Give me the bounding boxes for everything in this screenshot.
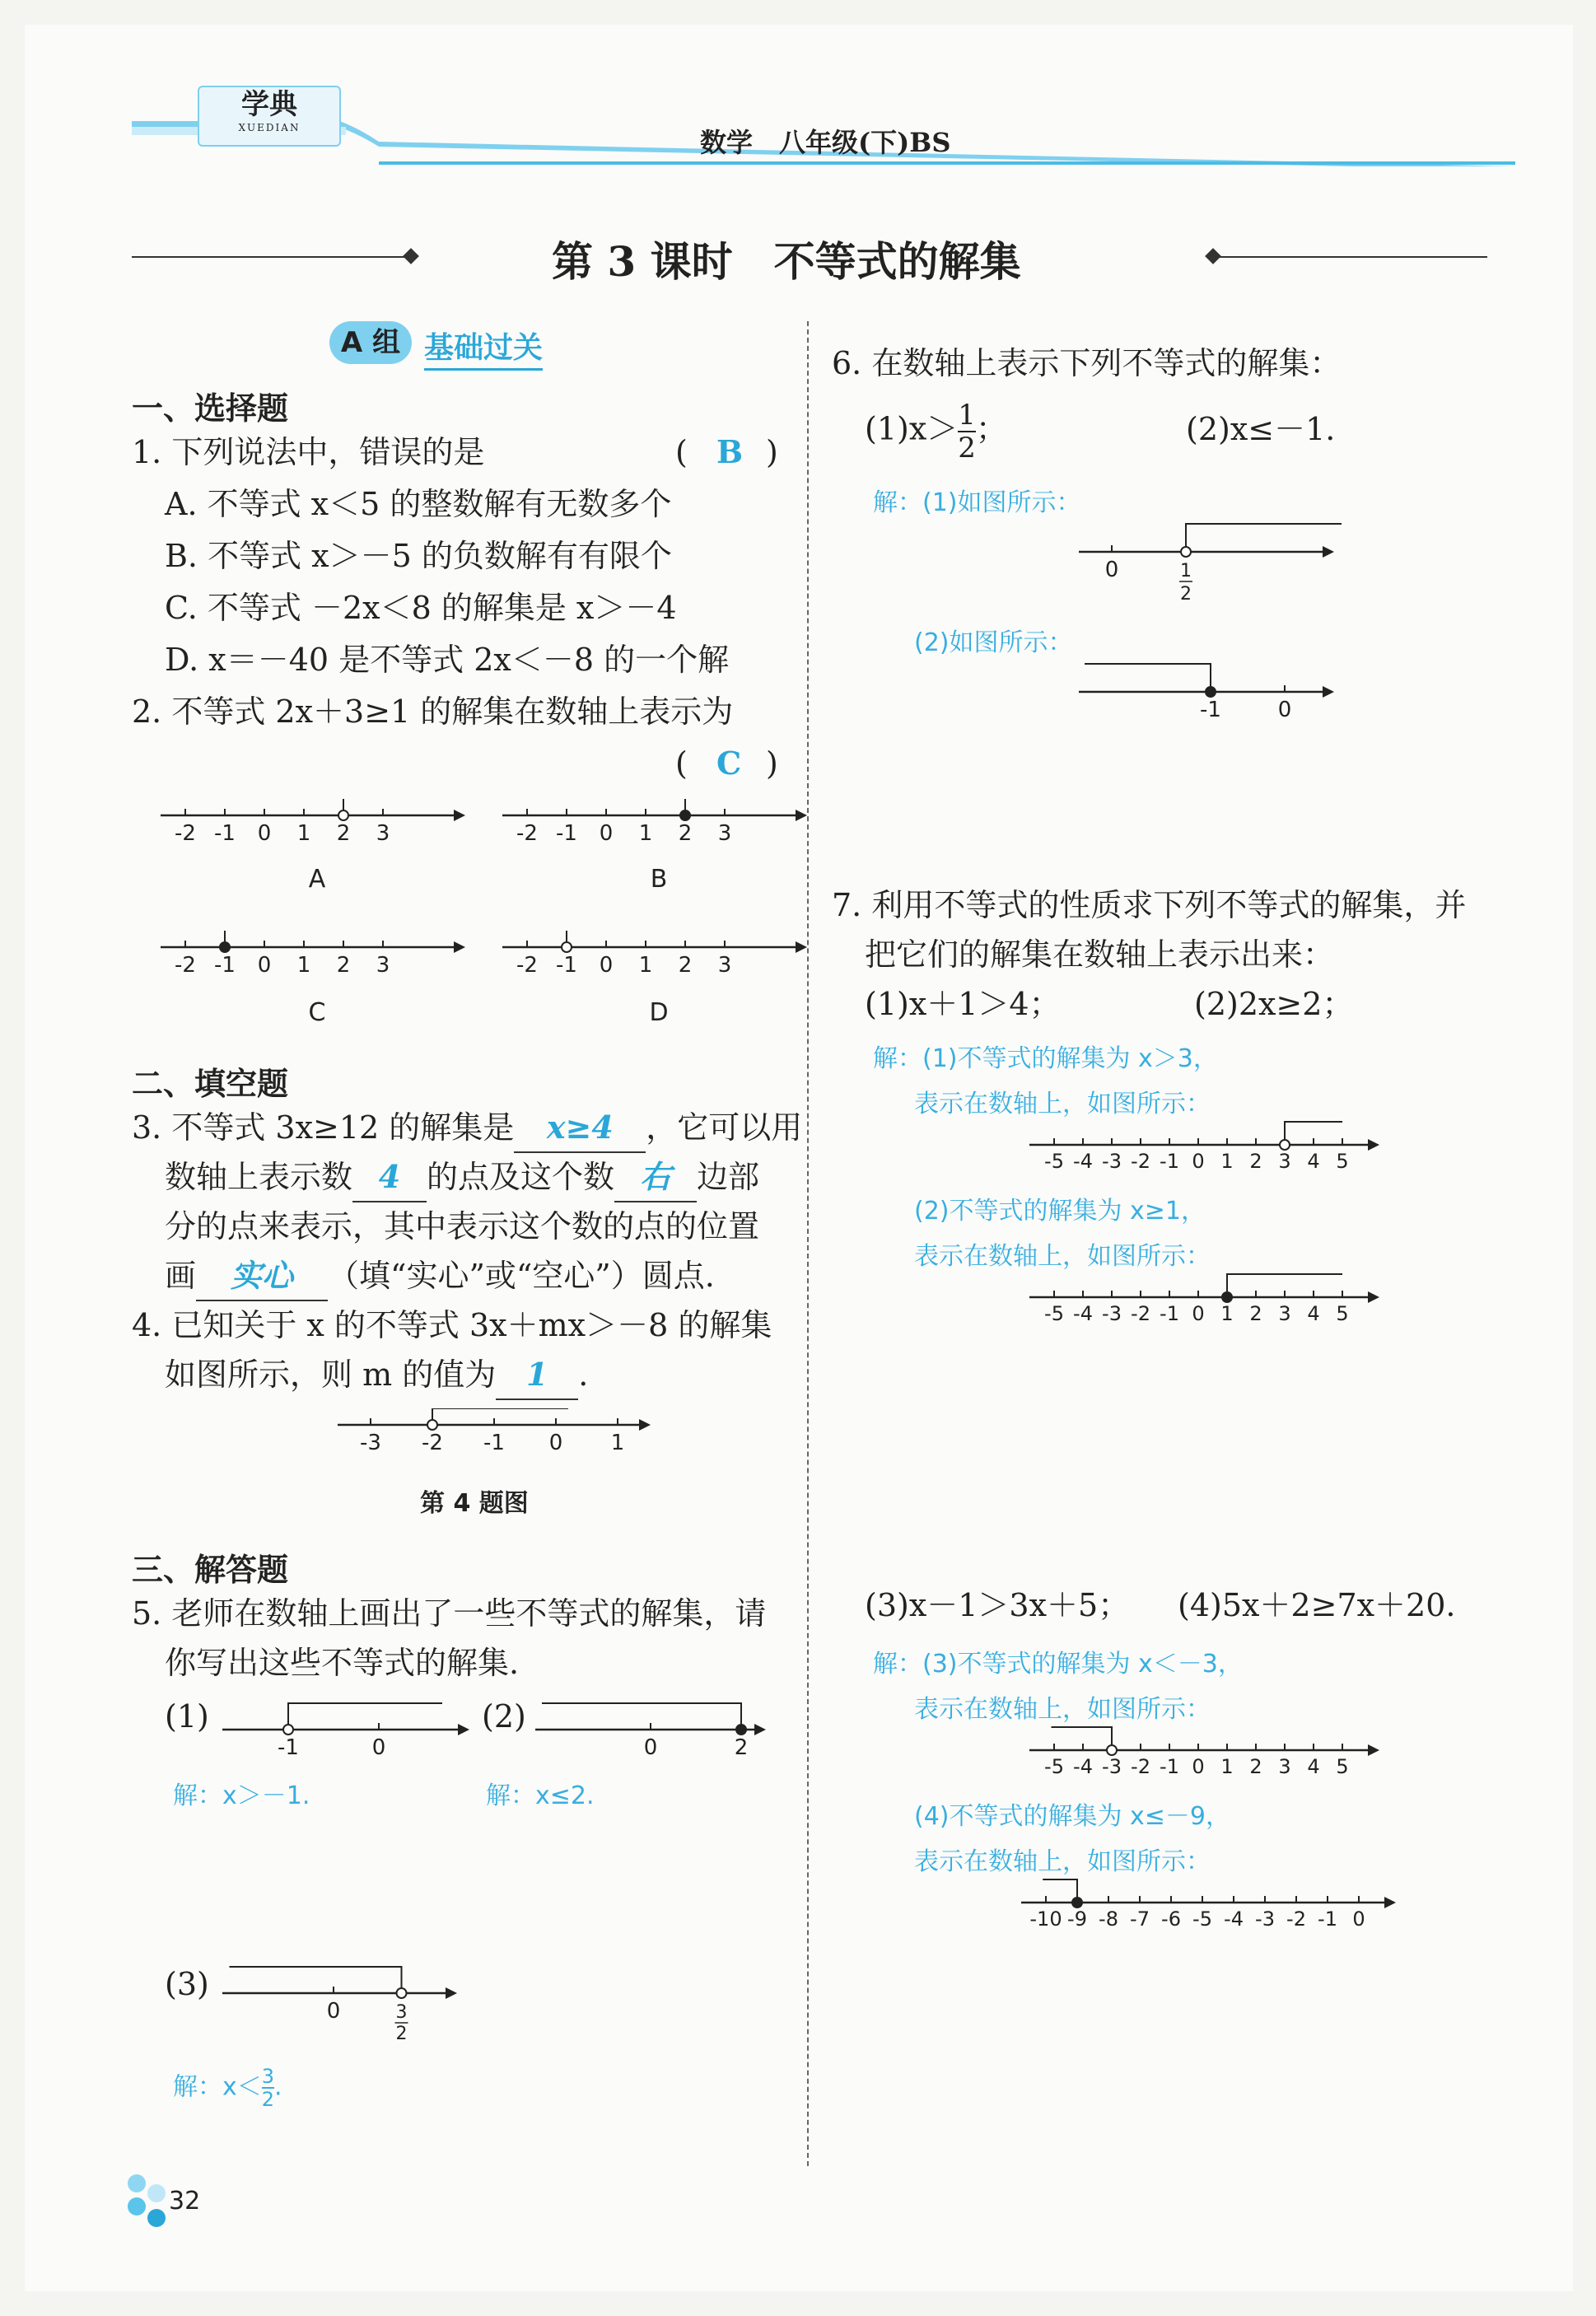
tick-label-num: 3	[395, 2002, 408, 2023]
tick-label: 3	[1278, 1302, 1291, 1325]
q6-a1-axis	[1079, 519, 1342, 609]
axis-arrow	[458, 1724, 469, 1735]
q5-p2-answer: 解：x≤2.	[486, 1781, 595, 1810]
q3-text-5: 边部	[697, 1159, 760, 1195]
tick-label: -4	[1224, 1907, 1244, 1931]
axis-arrow	[1323, 546, 1334, 558]
q5-p3-den: 2	[261, 2088, 275, 2111]
tick-label: 5	[1336, 1755, 1349, 1778]
q2-answer: C	[716, 745, 742, 782]
page-title: 第 3 课时 不等式的解集	[552, 237, 1021, 286]
tick-label: -9	[1067, 1907, 1087, 1931]
tick-label: -8	[1099, 1907, 1118, 1931]
section-choice: 一、选择题	[132, 390, 289, 427]
group-header	[329, 321, 609, 367]
q7-line1: 7. 利用不等式的性质求下列不等式的解集，并	[832, 887, 1467, 923]
q3-blank-3: 右	[614, 1153, 697, 1202]
solution-ray	[343, 799, 434, 815]
tick-label: -2	[175, 953, 196, 978]
tick-label: 0	[599, 953, 614, 978]
q7-a3a: 解：(3)不等式的解集为 x＜－3，	[873, 1650, 1243, 1679]
solution-ray	[1052, 1727, 1113, 1750]
q4-axis	[338, 1408, 667, 1466]
tick-label: 2	[1249, 1755, 1262, 1778]
tick-label: -4	[1073, 1150, 1093, 1173]
q7-a4a: (4)不等式的解集为 x≤－9，	[914, 1802, 1231, 1831]
q6-a1: 解：(1)如图所示：	[873, 488, 1081, 517]
tick-label: -1	[1160, 1150, 1179, 1173]
tick-label: -5	[1044, 1755, 1064, 1778]
tick-label: 3	[1278, 1150, 1291, 1173]
axis-arrow	[754, 1724, 766, 1735]
axis-arrow	[796, 810, 807, 821]
q5-p1-answer: 解：x＞－1.	[173, 1781, 310, 1810]
axis-arrow	[1368, 1744, 1379, 1756]
section-solve: 三、解答题	[132, 1552, 289, 1588]
tick-label: -1	[278, 1735, 299, 1758]
filled-dot	[220, 942, 230, 952]
q5-p2-axis	[535, 1693, 774, 1758]
tick-label: 0	[257, 953, 272, 978]
title-deco-right	[1216, 256, 1487, 258]
axis-arrow	[1384, 1897, 1396, 1908]
tick-label: -10	[1029, 1907, 1062, 1931]
tick-label: -4	[1073, 1302, 1093, 1325]
axis-arrow	[1368, 1291, 1379, 1303]
tick-label: -2	[1131, 1302, 1150, 1325]
page-number: 32	[169, 2187, 201, 2216]
solution-ray	[1085, 664, 1211, 692]
tick-label: -5	[1044, 1150, 1064, 1173]
tick-label: -6	[1161, 1907, 1181, 1931]
tick-label: -2	[1286, 1907, 1306, 1931]
axis-arrow	[446, 1987, 457, 1999]
tick-label: 0	[1192, 1302, 1205, 1325]
q7-line2: 把它们的解集在数轴上表示出来：	[865, 936, 1335, 973]
q6-p1-prefix: (1)x＞	[865, 410, 959, 447]
q2-axis-c	[161, 931, 474, 988]
tick-label: -1	[214, 821, 236, 846]
tick-label: 0	[548, 1431, 563, 1455]
q2-axis-b	[502, 799, 815, 857]
q1-paren-open: (	[675, 434, 688, 470]
axis-arrow	[796, 941, 807, 953]
q5-p3-axis	[222, 1952, 469, 2043]
tick-label: -1	[556, 821, 577, 846]
q5-p1-label: (1)	[165, 1698, 209, 1735]
tick-label: 3	[376, 821, 390, 846]
q5-p3-fraction	[262, 2066, 274, 2110]
open-dot	[1107, 1745, 1117, 1755]
q1-option-b: B. 不等式 x＞－5 的负数解有有限个	[165, 538, 672, 574]
q3-line4	[165, 1252, 715, 1301]
q7-p3: (3)x－1＞3x＋5；	[865, 1587, 1130, 1623]
axis-arrow	[639, 1419, 651, 1431]
q7-p1: (1)x＋1＞4；	[865, 986, 1061, 1022]
q5-line2: 你写出这些不等式的解集.	[165, 1645, 520, 1681]
tick-label: 0	[1104, 558, 1119, 582]
axis-arrow	[454, 810, 465, 821]
q6-p1-den: 2	[958, 432, 976, 465]
tick-label: -5	[1044, 1302, 1064, 1325]
title-deco-left	[132, 256, 412, 258]
tick-label: -2	[1131, 1755, 1150, 1778]
group-badge: A 组	[329, 321, 412, 364]
q5-p3-num: 3	[261, 2065, 275, 2088]
q7-a2b: 表示在数轴上，如图所示：	[914, 1242, 1211, 1271]
tick-label: 0	[643, 1735, 658, 1758]
tick-label: -1	[1200, 698, 1221, 722]
q6-p1-suffix: ；	[975, 410, 1007, 447]
q7-a3b: 表示在数轴上，如图所示：	[914, 1695, 1211, 1724]
filled-dot	[736, 1725, 746, 1735]
q5-line1: 5. 老师在数轴上画出了一些不等式的解集，请	[132, 1595, 767, 1632]
tick-label: 2	[678, 821, 693, 846]
solution-ray	[288, 1703, 442, 1730]
q5-p3-prefix: 解：x＜	[173, 2072, 262, 2102]
tick-label: 2	[734, 1735, 749, 1758]
q1-option-d: D. x＝－40 是不等式 2x＜－8 的一个解	[165, 642, 730, 678]
tick-label: -3	[360, 1431, 381, 1455]
q3-text-7: 画	[165, 1258, 197, 1294]
q7-a4b: 表示在数轴上，如图所示：	[914, 1847, 1211, 1876]
tick-label: -5	[1192, 1907, 1212, 1931]
q6-p2: (2)x≤－1.	[1186, 411, 1336, 447]
q3-blank-4: 实心	[196, 1252, 328, 1301]
tick-label: 1	[610, 1431, 625, 1455]
q6-p1-fraction	[958, 399, 976, 464]
q6-p1	[865, 399, 1007, 464]
section-fill: 二、填空题	[132, 1066, 289, 1102]
q2-label-c: C	[308, 998, 326, 1027]
q2-label-a: A	[308, 865, 326, 894]
tick-label: 1	[1220, 1150, 1234, 1173]
filled-dot	[680, 810, 690, 820]
tick-label: 3	[1278, 1755, 1291, 1778]
tick-label: -1	[556, 953, 577, 978]
open-dot	[283, 1725, 293, 1735]
q3-line1	[132, 1104, 802, 1153]
q2-label-d: D	[649, 998, 669, 1027]
axis-arrow	[1368, 1139, 1379, 1151]
q3-text-2: ，它可以用	[646, 1109, 803, 1146]
tick-label: 5	[1336, 1150, 1349, 1173]
tick-label-den: 2	[1180, 584, 1192, 605]
q3-text-4: 的点及这个数	[427, 1159, 615, 1195]
tick-label: 4	[1307, 1150, 1320, 1173]
open-dot	[427, 1420, 437, 1430]
group-name: 基础过关	[424, 325, 543, 371]
tick-label: 1	[638, 821, 653, 846]
tick-label: 0	[257, 821, 272, 846]
q6-stem: 6. 在数轴上表示下列不等式的解集：	[832, 345, 1342, 381]
tick-label: -1	[1160, 1755, 1179, 1778]
q4-blank: 1	[496, 1351, 578, 1400]
tick-label: 0	[1277, 698, 1292, 722]
diamond-left-icon	[403, 248, 419, 264]
open-dot	[338, 810, 348, 820]
solution-ray	[542, 1703, 741, 1730]
q7-a2-axis	[1029, 1264, 1384, 1330]
q3-line2	[165, 1153, 759, 1202]
tick-label-num: 1	[1180, 561, 1192, 581]
tick-label: -2	[1131, 1150, 1150, 1173]
q2-axis-d	[502, 931, 815, 988]
q2-stem: 2. 不等式 2x＋3≥1 的解集在数轴上表示为	[132, 693, 734, 730]
tick-label: 3	[717, 953, 732, 978]
q7-a1a: 解：(1)不等式的解集为 x＞3，	[873, 1044, 1218, 1073]
tick-label: 0	[1192, 1755, 1205, 1778]
q6-a2: (2)如图所示：	[914, 628, 1073, 657]
open-dot	[562, 942, 572, 952]
q4-text: 如图所示，则 m 的值为	[165, 1356, 497, 1393]
tick-label: -2	[422, 1431, 443, 1455]
q7-a4-axis	[1021, 1870, 1400, 1935]
tick-label: 0	[1192, 1150, 1205, 1173]
q3-blank-2: 4	[352, 1153, 427, 1202]
q5-p3-dot: .	[274, 2072, 282, 2102]
filled-dot	[1072, 1898, 1082, 1907]
q6-a2-axis	[1079, 659, 1342, 725]
tick-label: 2	[1249, 1150, 1262, 1173]
q5-p3-label: (3)	[165, 1966, 209, 2002]
tick-label: 4	[1307, 1755, 1320, 1778]
brand-name: 学典	[241, 88, 297, 121]
q1-option-a: A. 不等式 x＜5 的整数解有无数多个	[165, 486, 672, 522]
q3-text-1: 3. 不等式 3x≥12 的解集是	[132, 1109, 515, 1146]
q7-a2a: (2)不等式的解集为 x≥1，	[914, 1197, 1206, 1226]
tick-label: 4	[1307, 1302, 1320, 1325]
brand-sub: XUEDIAN	[238, 122, 301, 133]
tick-label: 1	[296, 821, 311, 846]
tick-label: 1	[1220, 1755, 1234, 1778]
solution-ray	[432, 1408, 568, 1425]
tick-label: 2	[336, 821, 351, 846]
tick-label: 3	[717, 821, 732, 846]
q7-p2: (2)2x≥2；	[1194, 986, 1354, 1022]
header	[132, 76, 1515, 166]
tick-label: 1	[296, 953, 311, 978]
tick-label-den: 2	[395, 2024, 408, 2043]
tick-label: -1	[1318, 1907, 1337, 1931]
tick-label: 2	[336, 953, 351, 978]
q1-stem: 1. 下列说法中，错误的是	[132, 434, 485, 470]
tick-label: -2	[175, 821, 196, 846]
solution-ray	[230, 1967, 402, 1993]
q7-a1b: 表示在数轴上，如图所示：	[914, 1090, 1211, 1118]
tick-label: 0	[1352, 1907, 1365, 1931]
q1-paren-close: )	[766, 434, 778, 470]
tick-label: 0	[599, 821, 614, 846]
filled-dot	[1206, 687, 1216, 697]
q7-a1-axis	[1029, 1112, 1384, 1178]
solution-ray	[1186, 524, 1342, 552]
tick-label: 1	[1220, 1302, 1234, 1325]
q5-p2-label: (2)	[482, 1698, 526, 1735]
q2-paren-open: (	[675, 745, 688, 782]
axis-arrow	[1323, 686, 1334, 698]
tick-label: -3	[1102, 1150, 1122, 1173]
open-dot	[1280, 1140, 1290, 1150]
tick-label: -2	[516, 821, 538, 846]
tick-label: 0	[371, 1735, 386, 1758]
q7-a3-axis	[1029, 1717, 1384, 1783]
subject-label: 数学 八年级(下)BS	[700, 127, 951, 158]
q5-p1-axis	[222, 1693, 478, 1758]
tick-label: 1	[638, 953, 653, 978]
q2-paren-close: )	[766, 745, 778, 782]
q1-answer: B	[716, 433, 744, 470]
tick-label: 2	[1249, 1302, 1262, 1325]
tick-label: 0	[326, 1999, 341, 2024]
open-dot	[397, 1988, 407, 1998]
tick-label: 3	[376, 953, 390, 978]
tick-label: -2	[516, 953, 538, 978]
solution-ray	[685, 799, 776, 815]
filled-dot	[1222, 1292, 1232, 1302]
column-divider	[807, 321, 809, 2166]
brand-logo	[198, 86, 341, 147]
tick-label: -3	[1102, 1302, 1122, 1325]
tick-label: -4	[1073, 1755, 1093, 1778]
tick-label: -1	[214, 953, 236, 978]
tick-label: -1	[483, 1431, 505, 1455]
tick-label: -3	[1102, 1755, 1122, 1778]
q1-option-c: C. 不等式 －2x＜8 的解集是 x＞－4	[165, 590, 677, 626]
q4-dot: .	[578, 1356, 589, 1393]
axis-arrow	[454, 941, 465, 953]
tick-label: 5	[1336, 1302, 1349, 1325]
tick-label: 2	[678, 953, 693, 978]
q3-blank-1: x≥4	[514, 1104, 646, 1153]
q3-line3: 分的点来表示，其中表示这个数的点的位置	[165, 1208, 760, 1244]
q7-p4: (4)5x＋2≥7x＋20.	[1178, 1587, 1456, 1623]
tick-label: -1	[1160, 1302, 1179, 1325]
q5-p3-answer	[173, 2066, 282, 2110]
q4-caption: 第 4 题图	[420, 1489, 529, 1518]
tick-label: -7	[1130, 1907, 1150, 1931]
q2-label-b: B	[650, 865, 668, 894]
q4-line2	[165, 1351, 588, 1400]
q3-text-3: 数轴上表示数	[165, 1159, 353, 1195]
solution-ray	[1043, 1879, 1077, 1903]
page	[25, 25, 1573, 2291]
q4-line1: 4. 已知关于 x 的不等式 3x＋mx＞－8 的解集	[132, 1307, 772, 1343]
q2-axis-a	[161, 799, 474, 857]
open-dot	[1181, 547, 1191, 557]
q3-text-8: （填“实心”或“空心”）圆点.	[328, 1258, 715, 1294]
tick-label: -3	[1255, 1907, 1275, 1931]
q6-p1-num: 1	[958, 399, 976, 432]
